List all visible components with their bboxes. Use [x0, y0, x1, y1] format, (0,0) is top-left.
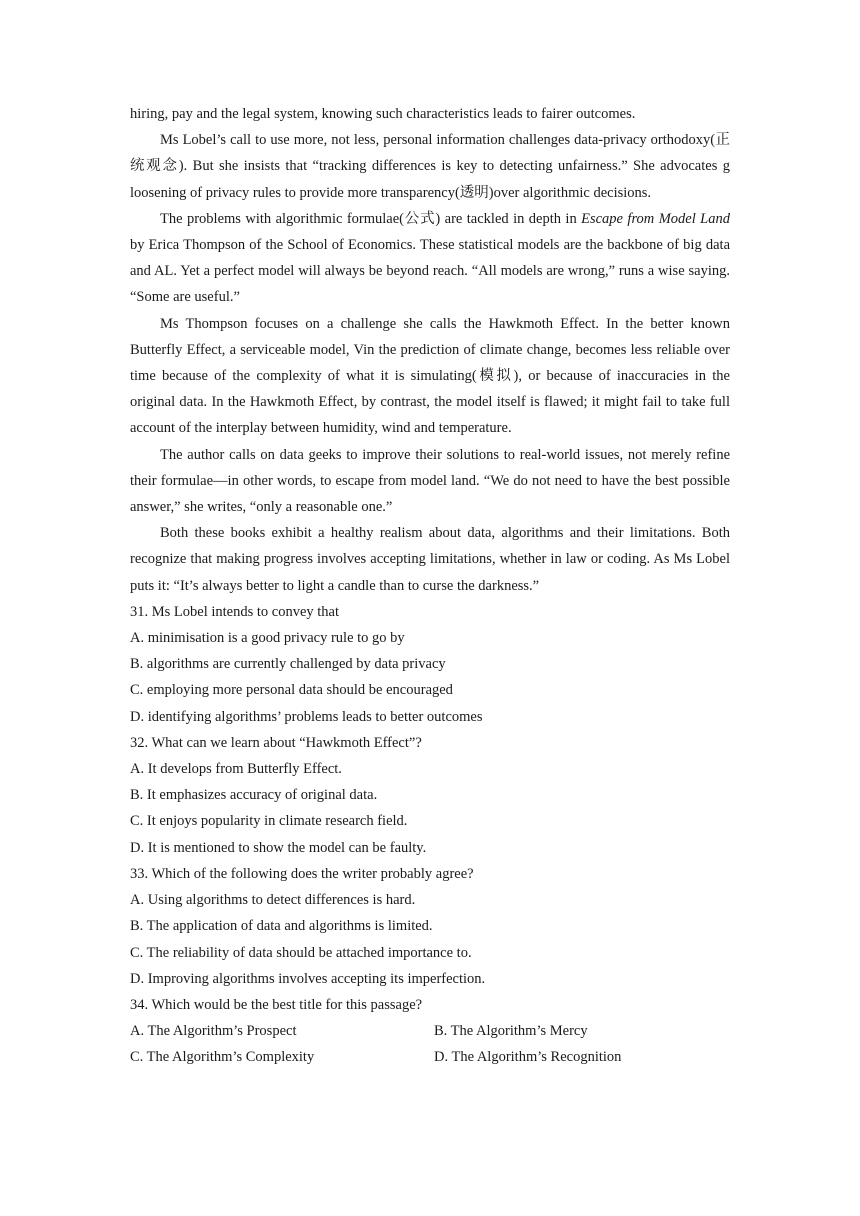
passage-paragraph-3 [130, 206, 730, 311]
question-31-stem: 31. Ms Lobel intends to convey that [130, 603, 340, 620]
question-31-option-b: B. algorithms are currently challenged by data privacy [130, 656, 446, 673]
passage-paragraph-1: hiring, pay and the legal system, knowing such characteristics leads to fairer outcomes. [130, 106, 636, 122]
question-34-option-a: A. The Algorithm’s Prospect [130, 1023, 297, 1040]
question-31-option-a: A. minimisation is a good privacy rule to go by [130, 630, 405, 647]
document-page [130, 101, 730, 1071]
question-34-option-d: D. The Algorithm’s Recognition [434, 1049, 622, 1066]
paragraph-3-text-b: by Erica Thompson of the School of Economics. These statistical models are the backbone of big data and AL. Yet a perfect model will always be beyond reach. “All models are wrong,” runs a wise saying. “Some are useful.” [130, 237, 730, 306]
passage-paragraph-4: Ms Thompson focuses on a challenge she calls the Hawkmoth Effect. In the better known Butterfly Effect, a serviceable model, Vin the prediction of climate change, becomes less reliable over time because of the complexity of what it is simulating(模拟), or because of inaccuracies in the original data. In the Hawkmoth Effect, by contrast, the model itself is flawed; it might fail to take full account of the interplay between humidity, wind and temperature. [130, 315, 730, 437]
question-34-option-c: C. The Algorithm’s Complexity [130, 1049, 315, 1066]
question-33-stem: 33. Which of the following does the writer probably agree? [130, 865, 474, 882]
question-32-option-b: B. It emphasizes accuracy of original data. [130, 787, 378, 804]
question-33-option-b: B. The application of data and algorithms is limited. [130, 918, 433, 935]
question-31-option-d: D. identifying algorithms’ problems leads to better outcomes [130, 708, 483, 725]
question-32-option-d: D. It is mentioned to show the model can be faulty. [130, 839, 427, 856]
question-34-options-row-2 [130, 1044, 730, 1070]
question-34-options-row-1 [130, 1018, 730, 1044]
question-32-option-c: C. It enjoys popularity in climate research field. [130, 813, 408, 830]
passage-paragraph-2: Ms Lobel’s call to use more, not less, personal information challenges data-privacy orthodoxy(正统观念). But she insists that “tracking differences is key to detecting unfairness.” She advocates g loosening of privacy rules to provide more transparency(透明)over algorithmic decisions. [130, 132, 730, 201]
question-32-stem: 32. What can we learn about “Hawkmoth Effect”? [130, 734, 422, 751]
question-34-option-b: B. The Algorithm’s Mercy [434, 1023, 588, 1040]
paragraph-3-text-a: The problems with algorithmic formulae(公式) are tackled in depth in [160, 210, 582, 227]
book-title: Escape from Model Land [581, 210, 730, 227]
question-33-option-a: A. Using algorithms to detect differences is hard. [130, 892, 416, 909]
question-33-option-d: D. Improving algorithms involves accepting its imperfection. [130, 970, 486, 987]
question-31-option-c: C. employing more personal data should be encouraged [130, 682, 453, 699]
question-34-stem: 34. Which would be the best title for this passage? [130, 996, 423, 1013]
passage-paragraph-6: Both these books exhibit a healthy realism about data, algorithms and their limitations. Both recognize that making progress involves accepting limitations, whether in law or coding. As Ms Lobel puts it: “It’s always better to light a candle than to curse the darkness.” [130, 525, 730, 594]
question-33-option-c: C. The reliability of data should be attached importance to. [130, 944, 472, 961]
passage-paragraph-5: The author calls on data geeks to improve their solutions to real-world issues, not merely refine their formulae—in other words, to escape from model land. “We do not need to have the best possible answer,” she writes, “only a reasonable one.” [130, 446, 730, 516]
question-32-option-a: A. It develops from Butterfly Effect. [130, 761, 342, 778]
